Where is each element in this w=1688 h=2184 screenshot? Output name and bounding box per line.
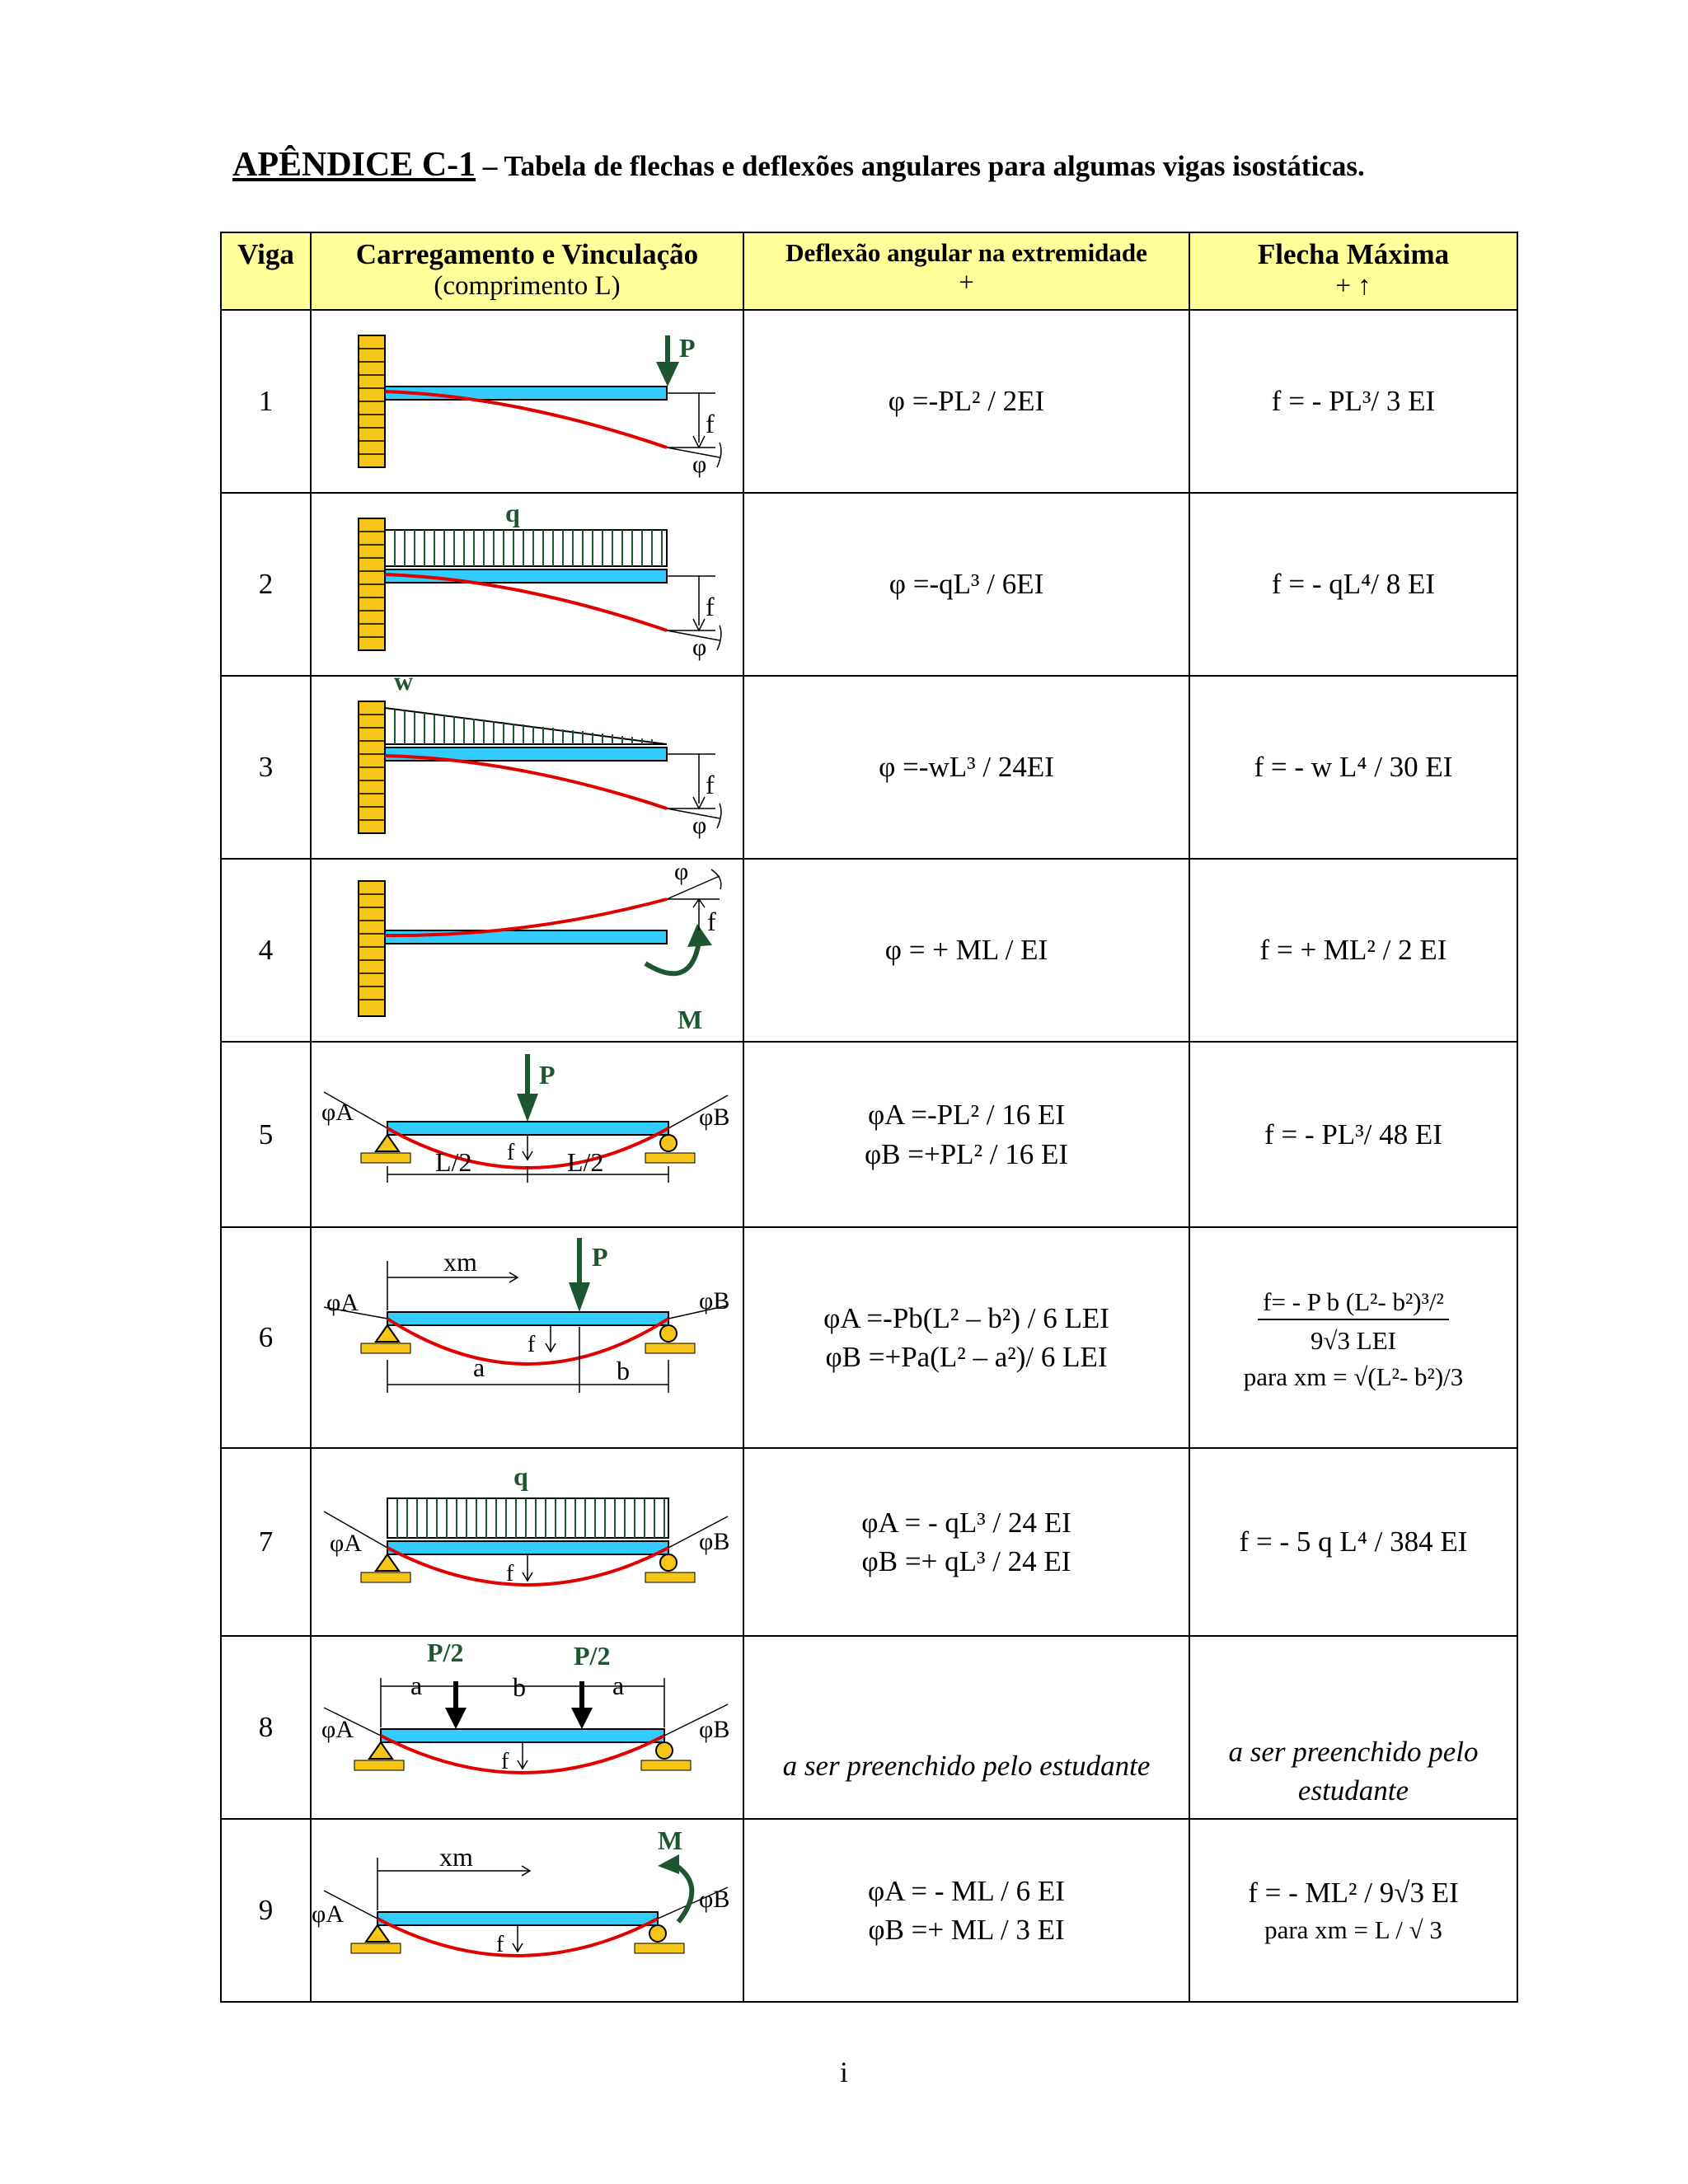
- span-label-a-right: a: [612, 1671, 625, 1700]
- angle-label-b: φB: [699, 1104, 730, 1131]
- table-header-row: [221, 232, 1517, 310]
- moment-label: M: [678, 1005, 703, 1034]
- max-deflection-cell: [1189, 1819, 1517, 2002]
- simply-supported-uniform-load-diagram: [312, 1449, 744, 1635]
- header-comprimento-sub: (comprimento L): [434, 271, 621, 301]
- deflection-label: f: [528, 1332, 536, 1357]
- span-label-b: b: [513, 1672, 526, 1702]
- table-row: [221, 310, 1517, 493]
- flecha-denominator: 9√3 LEI: [1311, 1326, 1396, 1356]
- load-label: q: [513, 1461, 528, 1491]
- load-label: P: [679, 333, 696, 363]
- angle-label-b: φB: [699, 1528, 730, 1555]
- angle-label-a: φA: [321, 1716, 354, 1743]
- uniform-load-block: [385, 530, 667, 566]
- header-viga: Viga: [221, 232, 311, 310]
- angle-label-b: φB: [699, 1886, 730, 1913]
- diagram-cantilever-point-load: [311, 310, 743, 493]
- rotation-cell: φ =-wL³ / 24EI: [743, 676, 1189, 859]
- deflection-label: f: [496, 1932, 504, 1957]
- point-load-arrow: [656, 362, 679, 387]
- angle-label: φ: [692, 634, 707, 661]
- cantilever-uniform-load-diagram: [312, 494, 744, 675]
- rotation-cell: φ =-PL² / 2EI: [743, 310, 1189, 493]
- rotation-cell: [743, 1819, 1189, 2002]
- simply-supported-center-load-diagram: [312, 1043, 744, 1226]
- row-number: 3: [221, 676, 311, 859]
- diagram-simply-supported-two-loads: [311, 1636, 743, 1819]
- pin-support: [376, 1135, 399, 1151]
- max-deflection-cell: f = - w L⁴ / 30 EI: [1189, 676, 1517, 859]
- phi-b: φB =+Pa(L² – a²)/ 6 LEI: [825, 1341, 1108, 1373]
- diagram-simply-supported-offset-load: [311, 1227, 743, 1448]
- angle-label-a: φA: [330, 1530, 362, 1557]
- header-deflexao-sub: +: [959, 268, 974, 298]
- diagram-cantilever-end-moment: [311, 859, 743, 1042]
- deflection-label: f: [501, 1749, 509, 1774]
- diagram-simply-supported-end-moment: [311, 1819, 743, 2002]
- title-rest: – Tabela de flechas e deflexões angulares para algumas vigas isostáticas.: [476, 150, 1365, 182]
- table-row: [221, 1819, 1517, 2002]
- cantilever-triangular-load-diagram: [312, 677, 744, 858]
- phi-b: φB =+ ML / 3 EI: [868, 1914, 1065, 1946]
- phi-a: φA = - qL³ / 24 EI: [861, 1506, 1071, 1539]
- max-deflection-cell: f = - PL³/ 48 EI: [1189, 1042, 1517, 1227]
- header-deflexao: Deflexão angular na extremidade +: [743, 232, 1189, 310]
- page-number: i: [840, 2056, 848, 2088]
- angle-label-b: φB: [699, 1287, 730, 1315]
- cantilever-point-load-diagram: [312, 311, 744, 492]
- max-deflection-cell: f = - PL³/ 3 EI: [1189, 310, 1517, 493]
- simply-supported-end-moment-diagram: [312, 1820, 744, 2001]
- phi-a: φA = - ML / 6 EI: [868, 1874, 1065, 1907]
- rotation-cell: φ =-qL³ / 6EI: [743, 493, 1189, 676]
- table-row: [221, 676, 1517, 859]
- row-number: 6: [221, 1227, 311, 1448]
- span-label-left: L/2: [435, 1147, 472, 1177]
- load-label: P: [592, 1242, 608, 1272]
- table-row: [221, 1636, 1517, 1819]
- triangular-load-block: [385, 708, 667, 744]
- simply-supported-two-loads-diagram: [312, 1637, 744, 1818]
- row-number: 4: [221, 859, 311, 1042]
- moment-label: M: [658, 1825, 683, 1855]
- phi-a: φA =-PL² / 16 EI: [867, 1099, 1066, 1132]
- deflection-label: f: [506, 1561, 514, 1586]
- span-label-right: L/2: [567, 1147, 604, 1177]
- header-flecha-sub: + ↑: [1335, 271, 1372, 301]
- diagram-cantilever-triangular-load: [311, 676, 743, 859]
- row-number: 5: [221, 1042, 311, 1227]
- flecha-condition: para xm = L / √ 3: [1264, 1915, 1442, 1944]
- max-deflection-cell: f = - 5 q L⁴ / 384 EI: [1189, 1448, 1517, 1636]
- table-row: [221, 1042, 1517, 1227]
- load-label: w: [394, 677, 414, 696]
- flecha-condition: para xm = √(L²- b²)/3: [1243, 1361, 1464, 1391]
- deflection-label: f: [507, 1140, 515, 1165]
- row-number: 9: [221, 1819, 311, 2002]
- rotation-cell: [743, 1227, 1189, 1448]
- angle-label: φ: [692, 451, 707, 478]
- header-flecha: Flecha Máxima + ↑: [1189, 232, 1517, 310]
- phi-a: φA =-Pb(L² – b²) / 6 LEI: [823, 1301, 1109, 1334]
- roller-support: [660, 1135, 677, 1151]
- diagram-simply-supported-center-load: [311, 1042, 743, 1227]
- angle-label: φ: [674, 860, 689, 885]
- table-row: [221, 493, 1517, 676]
- row-number: 2: [221, 493, 311, 676]
- rotation-cell: [743, 1042, 1189, 1227]
- row-number: 7: [221, 1448, 311, 1636]
- rotation-cell: φ = + ML / EI: [743, 859, 1189, 1042]
- span-label-b: b: [617, 1356, 630, 1385]
- max-deflection-cell: a ser preenchido pelo estudante: [1189, 1636, 1517, 1819]
- load-label-right: P/2: [574, 1641, 611, 1671]
- phi-b: φB =+ qL³ / 24 EI: [861, 1545, 1071, 1577]
- angle-label-a: φA: [326, 1289, 359, 1316]
- rotation-cell: a ser preenchido pelo estudante: [743, 1636, 1189, 1819]
- phi-b: φB =+PL² / 16 EI: [864, 1137, 1069, 1170]
- row-number: 1: [221, 310, 311, 493]
- load-label: P: [539, 1060, 556, 1090]
- cantilever-end-moment-diagram: [312, 860, 744, 1041]
- simply-supported-offset-load-diagram: [312, 1228, 744, 1447]
- deflection-label: f: [706, 409, 715, 438]
- max-deflection-cell: f = - qL⁴/ 8 EI: [1189, 493, 1517, 676]
- table-row: [221, 859, 1517, 1042]
- flecha-formula: f = - ML² / 9√3 EI: [1248, 1877, 1459, 1910]
- xm-label: xm: [443, 1247, 477, 1277]
- title-main: APÊNDICE C-1: [232, 146, 476, 184]
- angle-label-a: φA: [321, 1099, 354, 1126]
- rotation-cell: [743, 1448, 1189, 1636]
- span-label-a-left: a: [410, 1671, 423, 1700]
- deflection-label: f: [706, 770, 715, 799]
- header-carregamento: Carregamento e Vinculação (comprimento L): [311, 232, 743, 310]
- table-row: [221, 1227, 1517, 1448]
- table-row: [221, 1448, 1517, 1636]
- max-deflection-cell: [1189, 1227, 1517, 1448]
- deflection-label: f: [707, 907, 716, 936]
- deflection-label: f: [706, 592, 715, 621]
- document-title: [232, 145, 1551, 185]
- flecha-numerator: f= - P b (L²- b²)³/²: [1258, 1285, 1449, 1321]
- max-deflection-cell: f = + ML² / 2 EI: [1189, 859, 1517, 1042]
- angle-label-a: φA: [312, 1900, 344, 1928]
- beam-deflection-table: [220, 232, 1518, 2003]
- load-label-left: P/2: [427, 1638, 464, 1667]
- load-label: q: [505, 498, 520, 527]
- span-label-a: a: [473, 1352, 485, 1382]
- diagram-cantilever-uniform-load: [311, 493, 743, 676]
- angle-label: φ: [692, 812, 707, 839]
- diagram-simply-supported-uniform-load: [311, 1448, 743, 1636]
- xm-label: xm: [439, 1842, 473, 1872]
- row-number: 8: [221, 1636, 311, 1819]
- angle-label-b: φB: [699, 1716, 730, 1743]
